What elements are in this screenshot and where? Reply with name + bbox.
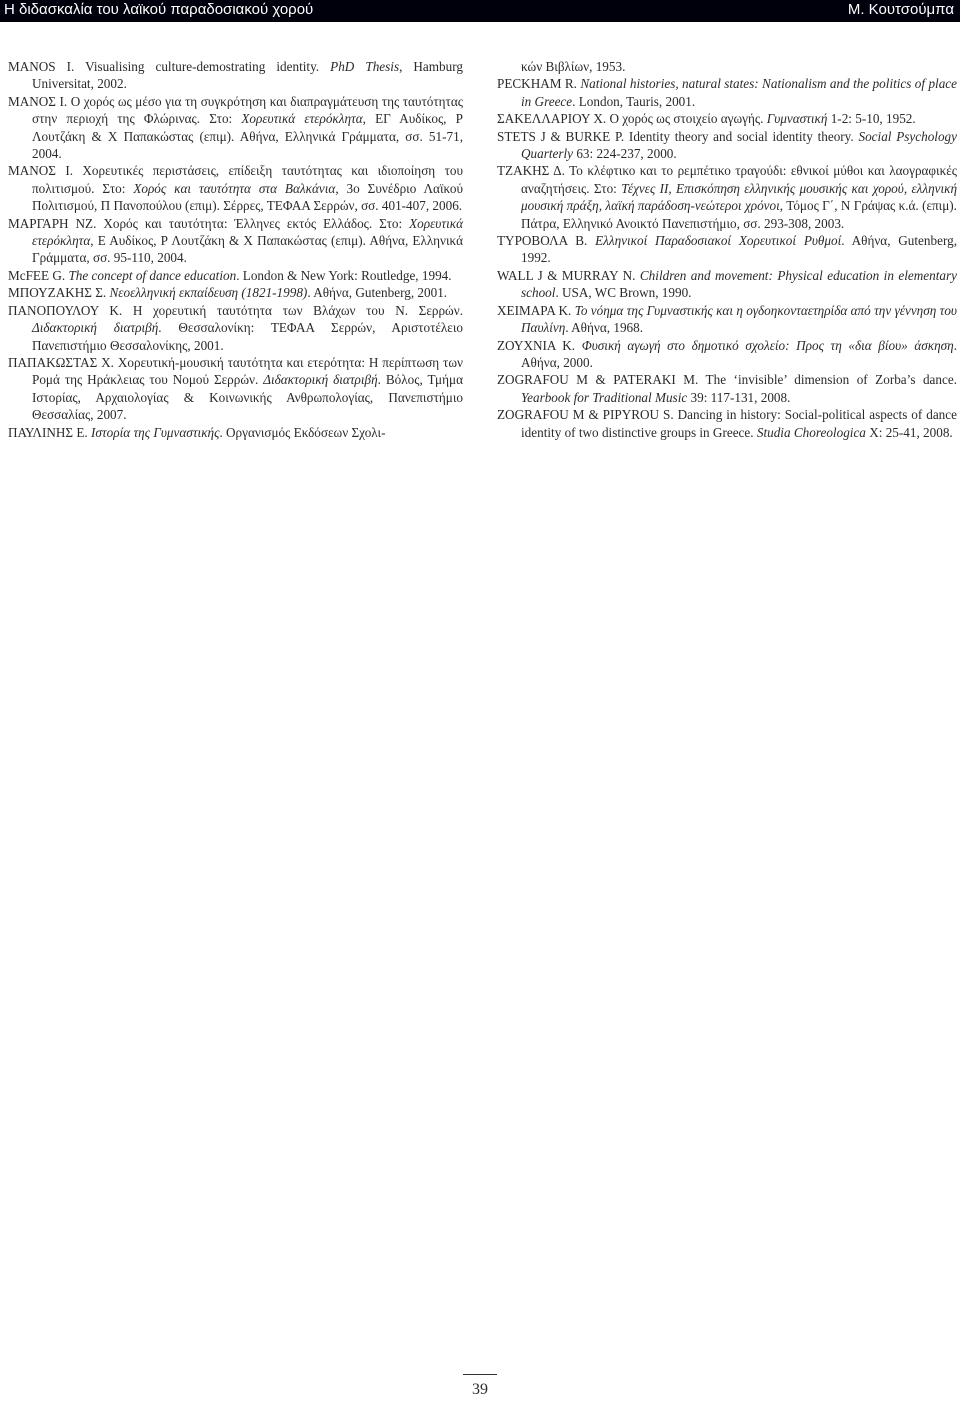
reference-text: , Τόμος Γ΄, Ν Γράψας κ.ά. (επιμ). Πάτρα, Ελληνικό Ανοικτό Πανεπιστήμιο, σσ. 293-308, 2003.: [521, 198, 957, 231]
reference-text: ΜΑΡΓΑΡΗ ΝΖ. Χορός και ταυτότητα: Έλληνες εκτός Ελλάδος. Στο:: [8, 215, 410, 231]
reference-italic-text: Γυμναστική: [766, 111, 828, 127]
reference-text: MANOS I. Visualising culture-demostrating identity.: [8, 59, 331, 74]
reference-text: ΠΑΝΟΠΟΥΛΟΥ Κ. Η χορευτική ταυτότητα των Βλάχων του Ν. Σερρών.: [8, 302, 463, 318]
reference-italic-text: Yearbook for Traditional Music: [521, 389, 688, 405]
reference-italic-text: Διδακτορική διατριβή: [32, 320, 159, 336]
reference-italic-text: The concept of dance education: [68, 267, 237, 283]
reference-text: . Αθήνα, Gutenberg, 1992.: [521, 233, 957, 266]
reference-entry: [497, 128, 957, 163]
reference-entry: [8, 162, 463, 214]
reference-entry: [497, 162, 957, 232]
reference-text: . Αθήνα, 2000.: [521, 337, 957, 370]
references-left-column: [8, 58, 463, 441]
reference-text: McFEE G.: [8, 267, 69, 283]
reference-entry: [8, 215, 463, 267]
reference-text: 39: 117-131, 2008.: [687, 389, 791, 405]
reference-text: PECKHAM R.: [497, 76, 581, 92]
reference-text: , Ε Αυδίκος, Ρ Λουτζάκη & Χ Παπακώστας (επιμ). Αθήνα, Ελληνικά Γράμματα, σσ. 95-110, 2004.: [32, 233, 463, 266]
reference-text: ΜΑΝΟΣ Ι. Χορευτικές περιστάσεις, επίδειξη ταυτότητας και ιδιοποίηση του πολιτισμού. Στο:: [8, 163, 463, 196]
reference-text: ΤΖΑΚΗΣ Δ. Το κλέφτικο και το ρεμπέτικο τραγούδι: εθνικοί μύθοι και λαογραφικές αναζητήσεις. Στο:: [497, 163, 957, 196]
reference-entry: [8, 354, 463, 424]
reference-text: WALL J & MURRAY N.: [497, 267, 640, 283]
reference-entry: [8, 302, 463, 354]
reference-text: . London & New York: Routledge, 1994.: [236, 267, 452, 283]
reference-italic-text: Νεοελληνική εκπαίδευση (1821-1998): [109, 285, 308, 301]
reference-entry: [497, 371, 957, 406]
reference-text: , ΕΓ Αυδίκος, Ρ Λουτζάκη & Χ Παπακώστας (επιμ). Αθήνα, Ελληνικά Γράμματα, σσ. 51-71, 2004.: [32, 111, 463, 162]
reference-entry: [497, 337, 957, 372]
reference-entry: [497, 110, 957, 127]
reference-entry: [497, 267, 957, 302]
reference-text: . Βόλος, Τμήμα Ιστορίας, Αρχαιολογίας & Κοινωνικής Ανθρωπολογίας, Πανεπιστήμιο Θεσσαλίας, 2007.: [32, 372, 463, 423]
reference-text: ΠΑΠΑΚΩΣΤΑΣ Χ. Χορευτική-μουσική ταυτότητα και ετερότητα: Η περίπτωση των Ρομά της Ηράκλειας του Νομού Σερρών.: [8, 354, 463, 388]
reference-italic-text: Children and movement: Physical education in elementary school: [521, 267, 957, 301]
reference-text: ZOGRAFOU M & PIPYROU S. Dancing in history: Social-political aspects of dance identity of two distinctive groups in Greece.: [497, 407, 957, 440]
reference-text: . Αθήνα, 1968.: [565, 320, 644, 336]
reference-text: ΖΟΥΧΝΙΑ Κ.: [497, 337, 582, 353]
header-author: Μ. Κουτσούμπα: [847, 1, 954, 18]
reference-text: . Αθήνα, Gutenberg, 2001.: [307, 285, 448, 301]
reference-italic-text: National histories, natural states: Nationalism and the politics of place in Greece: [521, 76, 958, 109]
references-right-column: [497, 58, 957, 441]
running-header: [0, 0, 960, 22]
reference-italic-text: Χορός και ταυτότητα στα Βαλκάνια: [133, 180, 336, 196]
reference-text: ΧΕΙΜΑΡΑ Κ.: [497, 302, 575, 318]
reference-italic-text: Ελληνικοί Παραδοσιακοί Χορευτικοί Ρυθμοί: [595, 233, 842, 249]
reference-entry: [8, 93, 463, 163]
header-title: Η διδασκαλία του λαϊκού παραδοσιακού χορού: [4, 1, 314, 18]
reference-text: ZOGRAFOU M & PATERAKI M. The ‘invisible’ dimension of Zorba’s dance.: [497, 372, 957, 388]
reference-entry: [497, 232, 957, 267]
reference-text: ΣΑΚΕΛΛΑΡΙΟΥ Χ. Ο χορός ως στοιχείο αγωγής.: [497, 111, 767, 127]
reference-italic-text: PhD Thesis: [330, 59, 400, 74]
reference-italic-text: Social Psychology Quarterly: [521, 128, 958, 162]
reference-entry: [497, 406, 957, 441]
reference-text: ΜΑΝΟΣ Ι. Ο χορός ως μέσο για τη συγκρότηση και διαπραγμάτευση της ταυτότητας στην περιοχή της Φλώρινας. Στο:: [8, 93, 463, 127]
reference-entry: [497, 302, 957, 337]
reference-entry: [8, 58, 463, 93]
page-number: 39: [472, 1381, 488, 1398]
reference-entry: [8, 424, 463, 441]
reference-text: 1-2: 5-10, 1952.: [827, 111, 916, 127]
reference-italic-text: Χορευτικά ετερόκλητα: [241, 111, 363, 127]
reference-italic-text: Studia Choreologica: [756, 424, 866, 440]
reference-italic-text: Τέχνες ΙΙ, Επισκόπηση ελληνικής μουσικής και χορού, ελληνική μουσική πράξη, λαϊκή παράδοση-νεώτεροι χρόνοι: [521, 180, 958, 214]
reference-entry: [8, 267, 463, 284]
reference-italic-text: Φυσική αγωγή στο δημοτικό σχολείο: Προς τη «δια βίου» άσκηση: [581, 337, 954, 353]
reference-italic-text: Χορευτικά ετερόκλητα: [32, 215, 463, 249]
page-number-rule: [463, 1374, 497, 1375]
reference-entry: [497, 75, 957, 110]
reference-italic-text: Το νόημα της Γυμναστικής και η ογδοηκονταετηρίδα από την γέννηση του Παυλίνη: [521, 302, 957, 336]
reference-text: . Θεσσαλονίκη: ΤΕΦΑΑ Σερρών, Αριστοτέλειο Πανεπιστήμιο Θεσσαλονίκης, 2001.: [32, 320, 463, 353]
reference-italic-text: Διδακτορική διατριβή: [263, 372, 378, 388]
reference-text: , 3ο Συνέδριο Λαϊκού Πολιτισμού, Π Πανοπούλου (επιμ). Σέρρες, ΤΕΦΑΑ Σερρών, σσ. 401-407, 2006.: [32, 180, 463, 214]
reference-text: , Hamburg Universitat, 2002.: [32, 59, 463, 92]
reference-text: STETS J & BURKE P. Identity theory and social identity theory.: [497, 128, 859, 144]
reference-text: ΤΥΡΟΒΟΛΑ Β.: [497, 233, 596, 249]
reference-text: . Οργανισμός Εκδόσεων Σχολι-: [219, 424, 386, 440]
reference-text: ΠΑΥΛΙΝΗΣ Ε.: [8, 424, 92, 440]
reference-italic-text: Ιστορία της Γυμναστικής: [91, 424, 220, 440]
reference-entry: [8, 284, 463, 301]
reference-text: 63: 224-237, 2000.: [573, 146, 677, 162]
reference-continuation: κών Βιβλίων, 1953.: [521, 59, 626, 74]
reference-text: X: 25-41, 2008.: [865, 424, 953, 440]
reference-text: . London, Tauris, 2001.: [572, 93, 696, 109]
reference-text: . USA, WC Brown, 1990.: [555, 285, 692, 301]
reference-text: ΜΠΟΥΖΑΚΗΣ Σ.: [8, 285, 110, 301]
